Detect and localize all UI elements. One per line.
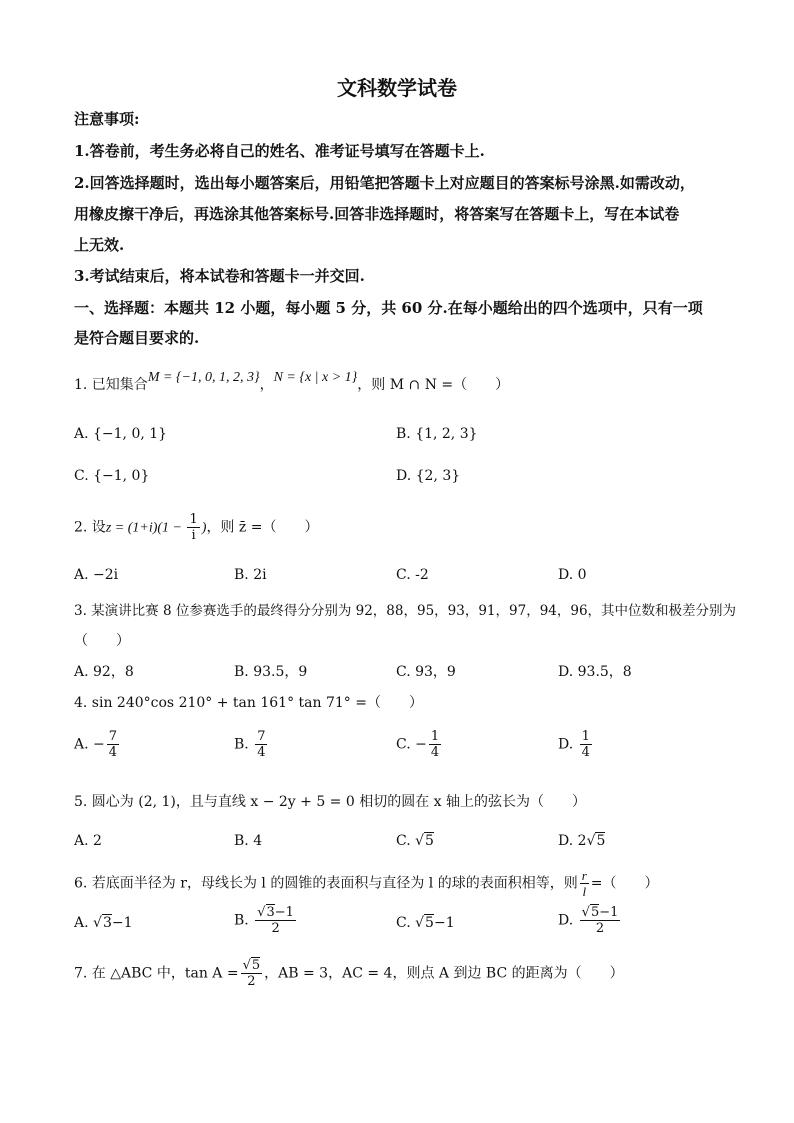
- section-heading-line-1: 一、选择题：本题共 12 小题，每小题 5 分，共 60 分.在每小题给出的四个选项中，只有一项: [74, 299, 703, 317]
- notice-item-1: 1.答卷前，考生务必将自己的姓名、准考证号填写在答题卡上.: [74, 142, 485, 160]
- q4-option-b: [234, 729, 269, 760]
- q1-prefix: 1. 已知集合: [74, 377, 148, 393]
- q6-a-radicand: 3: [102, 915, 112, 931]
- q1-option-c: C. {−1, 0}: [74, 468, 150, 484]
- q3-option-c: C. 93，9: [396, 664, 456, 680]
- q6-frac-denominator: l: [582, 884, 587, 899]
- question-3-line-2: （ ）: [74, 633, 130, 649]
- q3-option-a: A. 92，8: [74, 664, 134, 680]
- q4-b-numerator: 7: [257, 729, 266, 744]
- q4-d-numerator: 1: [581, 729, 590, 744]
- question-3-line-1: 3. 某演讲比赛 8 位参赛选手的最终得分分别为 92，88，95，93，91，97，94，96，其中位数和极差分别为: [74, 603, 737, 619]
- q6-c-label: C.: [396, 915, 411, 931]
- q1-set-n: N = {x | x > 1}: [273, 370, 358, 385]
- question-2: [74, 512, 318, 543]
- q7-frac-radicand: 5: [251, 958, 261, 973]
- q4-a-denominator: 4: [108, 745, 118, 760]
- q1-option-a: A. {−1, 0, 1}: [74, 426, 168, 442]
- q4-a-label: A.: [74, 736, 89, 753]
- q4-c-sign: −: [415, 736, 427, 753]
- q6-ask: =（ ）: [590, 875, 659, 892]
- question-5: 5. 圆心为 (2, 1)，且与直线 x − 2y + 5 = 0 相切的圆在 x 轴上的弦长为（ ）: [74, 794, 587, 810]
- notice-item-3: 3.考试结束后，将本试卷和答题卡一并交回.: [74, 267, 365, 285]
- question-4: 4. sin 240°cos 210° + tan 161° tan 71° =（ ）: [74, 695, 423, 711]
- q6-b-fraction: [255, 905, 296, 936]
- q5-d-radicand: 5: [596, 833, 606, 849]
- q7-frac-denominator: 2: [247, 974, 256, 989]
- q7-fraction: [241, 958, 263, 989]
- q6-d-numerator-tail: −1: [599, 905, 619, 920]
- q6-fraction: [580, 868, 589, 899]
- q4-d-denominator: 4: [581, 745, 590, 760]
- q2-frac-denominator: i: [191, 528, 196, 543]
- q5-option-d: D. 2√5: [558, 833, 606, 849]
- q6-b-label: B.: [234, 912, 249, 929]
- q4-c-denominator: 4: [430, 745, 440, 760]
- notice-item-2-line-2: 用橡皮擦干净后，再选涂其他答案标号.回答非选择题时，将答案写在答题卡上，写在本试卷: [74, 205, 680, 223]
- q5-c-radicand: 5: [425, 833, 434, 849]
- q4-a-numerator: 7: [108, 729, 118, 744]
- q4-a-sign: −: [93, 736, 105, 753]
- q6-d-label: D.: [558, 912, 574, 929]
- q6-b-denominator: 2: [271, 921, 280, 936]
- q1-set-m: M = {−1, 0, 1, 2, 3}: [147, 370, 260, 385]
- q4-option-c: [396, 729, 443, 760]
- q3-option-b: B. 93.5，9: [234, 664, 308, 680]
- q2-ask: ，则 z̄ =（ ）: [206, 519, 319, 536]
- q4-b-label: B.: [234, 736, 249, 753]
- section-heading-line-2: 是符合题目要求的.: [74, 329, 200, 347]
- q6-b-numerator-tail: −1: [274, 905, 294, 920]
- q3-option-d: D. 93.5，8: [558, 664, 632, 680]
- q1-option-b: B. {1, 2, 3}: [396, 426, 478, 442]
- q4-option-a: [74, 729, 121, 760]
- q4-a-fraction: [107, 729, 119, 760]
- q7-prefix: 7. 在 △ABC 中，tan A =: [74, 965, 239, 982]
- q6-stem: 6. 若底面半径为 r，母线长为 l 的圆锥的表面积与直径为 l 的球的表面积相等，则: [74, 875, 578, 892]
- q4-c-label: C.: [396, 736, 411, 753]
- q5-d-label: D.: [558, 833, 574, 849]
- q6-d-radicand: 5: [590, 905, 600, 920]
- q7-frac-numerator: √5: [242, 958, 261, 973]
- q6-d-fraction: [580, 905, 621, 936]
- q2-option-a: A. −2i: [74, 567, 119, 583]
- q4-c-fraction: [429, 729, 441, 760]
- q2-option-c: C. -2: [396, 567, 429, 583]
- notice-heading: 注意事项:: [74, 110, 140, 128]
- q6-d-denominator: 2: [595, 921, 605, 936]
- question-6: [74, 868, 659, 899]
- q6-option-b: [234, 905, 298, 936]
- q4-c-numerator: 1: [430, 729, 440, 744]
- q6-b-numerator: √3−1: [257, 905, 294, 920]
- question-7: [74, 958, 624, 989]
- notice-item-2-line-1: 2.回答选择题时，选出每小题答案后，用铅笔把答题卡上对应题目的答案标号涂黑.如需改动，: [74, 174, 695, 192]
- q7-rest: ，AB = 3，AC = 4，则点 A 到边 BC 的距离为（ ）: [264, 965, 624, 982]
- q4-option-d: [558, 729, 594, 760]
- q6-b-radicand: 3: [266, 905, 275, 920]
- q6-a-label: A.: [74, 915, 89, 931]
- q4-d-fraction: [580, 729, 592, 760]
- q6-option-c: C. √5−1: [396, 915, 455, 931]
- q1-ask: ，则 M ∩ N =（ ）: [357, 377, 510, 393]
- page-title: 文科数学试卷: [337, 76, 457, 100]
- q2-prefix: 2. 设: [74, 519, 106, 536]
- q2-option-b: B. 2i: [234, 567, 267, 583]
- q5-d-coefficient: 2: [577, 833, 587, 849]
- q6-a-tail: −1: [111, 915, 133, 931]
- q2-frac-numerator: 1: [189, 512, 198, 527]
- q1-option-d: D. {2, 3}: [396, 468, 461, 484]
- q6-d-numerator: √5−1: [581, 905, 619, 920]
- q6-c-tail: −1: [433, 915, 455, 931]
- q2-fraction: [187, 512, 199, 543]
- q2-close: ): [201, 520, 207, 536]
- q2-expr: z = (1+i)(1 −: [105, 520, 186, 536]
- q6-option-a: A. √3−1: [74, 915, 133, 931]
- q1-sep: ，: [259, 377, 274, 393]
- q4-d-label: D.: [558, 736, 574, 753]
- q5-option-a: A. 2: [74, 833, 102, 849]
- q5-option-c: C. √5: [396, 833, 434, 849]
- notice-item-2-line-3: 上无效.: [74, 236, 125, 254]
- q6-frac-numerator: r: [581, 868, 587, 883]
- q2-option-d: D. 0: [558, 567, 587, 583]
- question-1: [74, 370, 510, 394]
- q6-option-d: [558, 905, 622, 936]
- q5-option-b: B. 4: [234, 833, 263, 849]
- q4-b-fraction: [255, 729, 267, 760]
- q5-c-label: C.: [396, 833, 411, 849]
- q4-b-denominator: 4: [257, 745, 266, 760]
- q6-c-radicand: 5: [425, 915, 434, 931]
